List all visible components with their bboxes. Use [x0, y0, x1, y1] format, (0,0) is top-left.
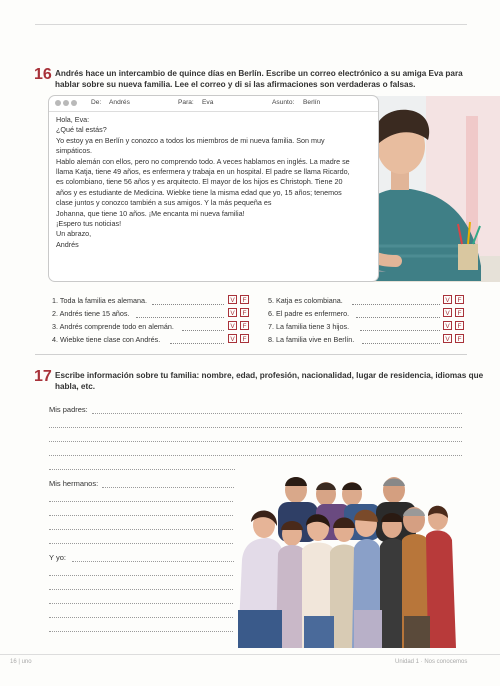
email-to-value: Eva [202, 99, 214, 106]
false-box[interactable]: F [455, 295, 464, 304]
answer-dots [352, 304, 440, 305]
statement-7: 7. La familia tiene 3 hijos. [268, 322, 350, 331]
email-from-value: Andrés [109, 99, 130, 106]
email-subject-value: Berlín [303, 99, 321, 106]
answer-dots [152, 304, 224, 305]
email-line: clase juntos y conozco también a sus amigos. Y la más pequeña es [56, 198, 272, 208]
email-line: ¿Qué tal estás? [56, 125, 107, 135]
writing-line[interactable] [49, 427, 462, 428]
section-divider [35, 354, 467, 355]
email-to-label: Para: [178, 99, 194, 106]
writing-line[interactable] [49, 529, 235, 530]
true-box[interactable]: V [443, 295, 452, 304]
writing-line[interactable] [49, 617, 235, 618]
true-box[interactable]: V [443, 321, 452, 330]
family-group-photo [234, 470, 468, 648]
true-box[interactable]: V [228, 308, 237, 317]
email-line: Un abrazo, [56, 229, 92, 239]
statement-2: 2. Andrés tiene 15 años. [52, 309, 130, 318]
exercise-17-instruction-line2: habla, etc. [55, 382, 96, 391]
email-body [56, 115, 356, 250]
email-line: Hablo alemán con ellos, pero no comprendo todo. A veces hablamos en inglés. La madre se [56, 156, 350, 166]
email-line: Hola, Eva: [56, 115, 90, 124]
writing-line[interactable] [49, 543, 235, 544]
writing-line[interactable] [72, 561, 234, 562]
statement-5: 5. Katja es colombiana. [268, 296, 343, 305]
writing-line[interactable] [49, 501, 235, 502]
writing-line[interactable] [49, 469, 235, 470]
true-box[interactable]: V [228, 321, 237, 330]
false-box[interactable]: F [240, 321, 249, 330]
exercise-17-number: 17 [34, 368, 52, 385]
true-box[interactable]: V [443, 308, 452, 317]
false-box[interactable]: F [240, 334, 249, 343]
email-subject-label: Asunto: [272, 99, 295, 106]
true-box[interactable]: V [443, 334, 452, 343]
email-from-label: De: [91, 99, 102, 106]
writing-line[interactable] [102, 487, 234, 488]
email-line: llama Katja, tiene 49 años, es enfermera y trabaja en un hospital. El padre se llama Ricardo, [56, 167, 350, 177]
false-box[interactable]: F [455, 334, 464, 343]
parents-label: Mis padres: [49, 405, 88, 414]
true-box[interactable]: V [228, 295, 237, 304]
window-dot-icon [71, 100, 77, 106]
exercise-16-instruction-line2: hablar sobre su nueva familia. Lee el correo y di si las afirmaciones son verdaderas o falsas. [55, 80, 416, 89]
answer-dots [362, 343, 440, 344]
answer-dots [360, 330, 440, 331]
statement-4: 4. Wiebke tiene clase con Andrés. [52, 335, 161, 344]
true-box[interactable]: V [228, 334, 237, 343]
window-dot-icon [63, 100, 69, 106]
email-header [49, 96, 378, 112]
email-line: Yo estoy ya en Berlín y conozco a todos los miembros de mi nueva familia. Son muy simpáticos. [56, 135, 325, 156]
writing-line[interactable] [49, 575, 235, 576]
false-box[interactable]: F [240, 308, 249, 317]
writing-line[interactable] [49, 631, 235, 632]
window-dot-icon [55, 100, 61, 106]
statement-8: 8. La familia vive en Berlín. [268, 335, 355, 344]
self-label: Y yo: [49, 553, 66, 562]
answer-dots [356, 317, 440, 318]
false-box[interactable]: F [240, 295, 249, 304]
email-window [48, 95, 379, 282]
email-line: ¡Espero tus noticias! [56, 219, 122, 229]
siblings-label: Mis hermanos: [49, 479, 99, 488]
writing-line[interactable] [49, 515, 235, 516]
answer-dots [136, 317, 224, 318]
email-line: Andrés [56, 239, 79, 249]
footer-rule [0, 654, 500, 655]
statement-3: 3. Andrés comprende todo en alemán. [52, 322, 174, 331]
writing-line[interactable] [49, 441, 462, 442]
top-rule [35, 24, 467, 25]
false-box[interactable]: F [455, 308, 464, 317]
writing-line[interactable] [49, 603, 235, 604]
false-box[interactable]: F [455, 321, 464, 330]
writing-line[interactable] [49, 589, 235, 590]
exercise-17-instruction-line1: Escribe información sobre tu familia: nombre, edad, profesión, nacionalidad, lugar de residencia, idiomas que [55, 371, 484, 380]
footer-unit: Unidad 1 · Nos conocemos [395, 659, 468, 665]
footer-page: 16 | uno [10, 659, 32, 665]
writing-line[interactable] [49, 455, 462, 456]
email-line: años y es estudiante de Medicina. Wiebke tiene la misma edad que yo, 15 años; tenemos [56, 187, 342, 197]
statement-6: 6. El padre es enfermero. [268, 309, 350, 318]
answer-dots [182, 330, 224, 331]
exercise-16-number: 16 [34, 66, 52, 83]
writing-line[interactable] [92, 413, 462, 414]
statement-1: 1. Toda la familia es alemana. [52, 296, 147, 305]
exercise-16-instruction-line1: Andrés hace un intercambio de quince días en Berlín. Escribe un correo electrónico a su amiga Eva para [55, 69, 463, 78]
email-line: es colombiano, tiene 56 años y es arquitecto. El mayor de los hijos es Christoph. Tiene 20 [56, 177, 343, 187]
answer-dots [170, 343, 224, 344]
email-line: Johanna, que tiene 10 años. ¡Me encanta mi nueva familia! [56, 208, 245, 218]
